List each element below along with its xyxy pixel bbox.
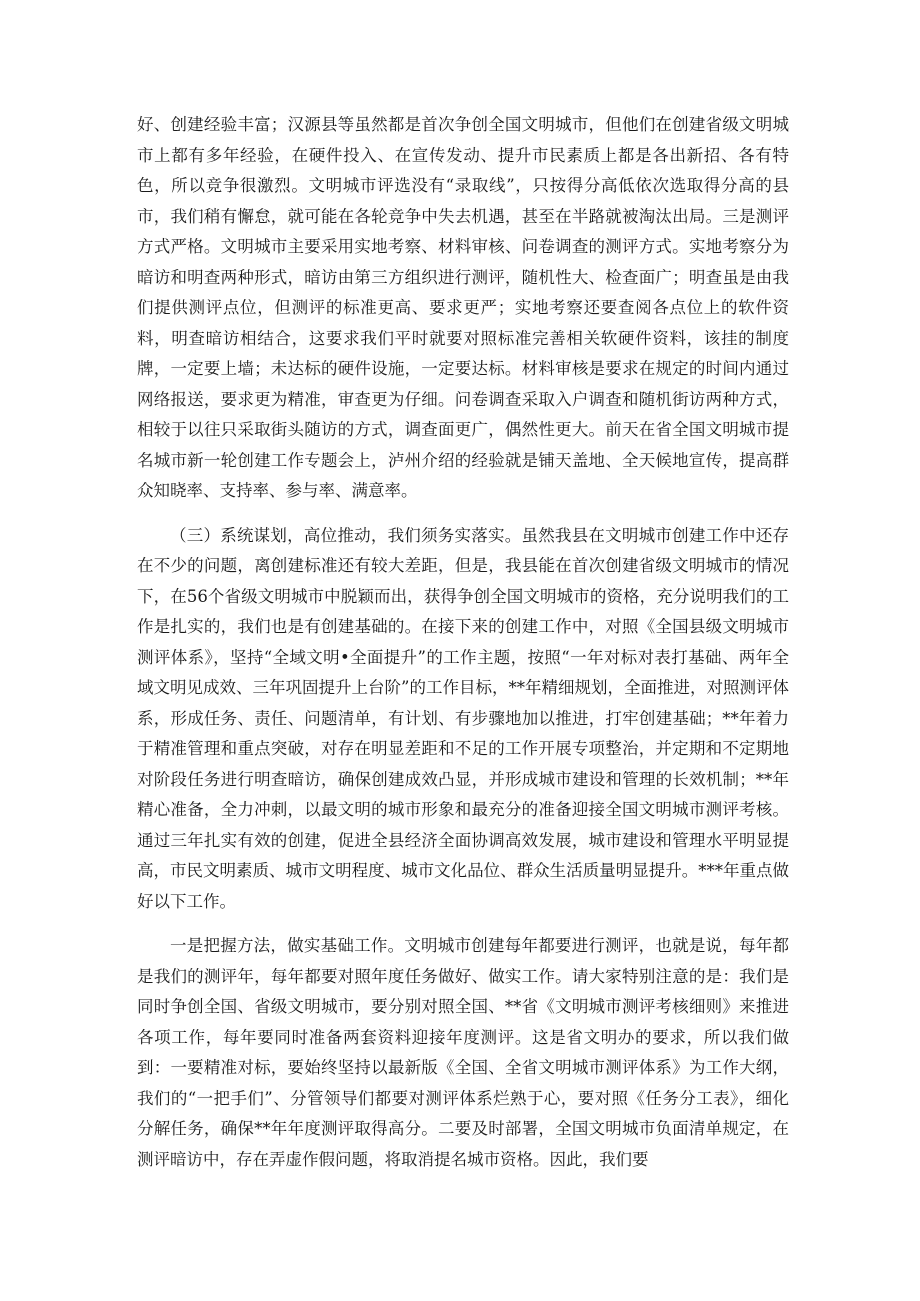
paragraph-3: 一是把握方法，做实基础工作。文明城市创建每年都要进行测评，也就是说，每年都是我们的测评年，每年都要对照年度任务做好、做实工作。请大家特别注意的是：我们是同时争创全国、省级文明城市，要分别对照全国、**省《文明城市测评考核细则》来推进各项工作，每年要同时准备两套资料迎接年度测评。这是省文明办的要求，所以我们做到：一要精准对标，要始终坚持以最新版《全国、全省文明城市测评体系》为工作大纲，我们的“一把手们”、分管领导们都要对测评体系烂熟于心，要对照《任务分工表》，细化分解任务，确保**年年度测评取得高分。二要及时部署，全国文明城市负面清单规定，在测评暗访中，存在弄虚作假问题，将取消提名城市资格。因此，我们要 — [137, 936, 789, 1169]
paragraph-2: （三）系统谋划，高位推动，我们须务实落实。虽然我县在文明城市创建工作中还存在不少的问题，离创建标准还有较大差距，但是，我县能在首次创建省级文明城市的情况下，在56个省级文明城市中脱颖而出，获得争创全国文明城市的资格，充分说明我们的工作是扎实的，我们也是有创建基础的。在接下来的创建工作中，对照《全国县级文明城市测评体系》，坚持“全域文明•全面提升”的工作主题，按照“一年对标对表打基础、两年全域文明见成效、三年巩固提升上台阶”的工作目标，**年精细规划，全面推进，对照测评体系，形成任务、责任、问题清单，有计划、有步骤地加以推进，打牢创建基础；**年着力于精准管理和重点突破，对存在明显差距和不足的工作开展专项整治，并定期和不定期地对阶段任务进行明查暗访，确保创建成效凸显，并形成城市建设和管理的长效机制；**年精心准备，全力冲刺，以最文明的城市形象和最充分的准备迎接全国文明城市测评考核。通过三年扎实有效的创建，促进全县经济全面协调高效发展，城市建设和管理水平明显提高，市民文明素质、城市文明程度、城市文化品位、群众生活质量明显提升。***年重点做好以下工作。 — [137, 525, 789, 911]
document-body — [137, 110, 789, 1189]
paragraph-1: 好、创建经验丰富；汉源县等虽然都是首次争创全国文明城市，但他们在创建省级文明城市上都有多年经验，在硬件投入、在宣传发动、提升市民素质上都是各出新招、各有特色，所以竞争很激烈。文明城市评选没有“录取线”，只按得分高低依次选取得分高的县市，我们稍有懈怠，就可能在各轮竞争中失去机遇，甚至在半路就被淘汰出局。三是测评方式严格。文明城市主要采用实地考察、材料审核、问卷调查的测评方式。实地考察分为暗访和明查两种形式，暗访由第三方组织进行测评，随机性大、检查面广；明查虽是由我们提供测评点位，但测评的标准更高、要求更严；实地考察还要查阅各点位上的软件资料，明查暗访相结合，这要求我们平时就要对照标准完善相关软硬件资料，该挂的制度牌，一定要上墙；未达标的硬件设施，一定要达标。材料审核是要求在规定的时间内通过网络报送，要求更为精准，审查更为仔细。问卷调查采取入户调查和随机街访两种方式，相较于以往只采取街头随访的方式，调查面更广，偶然性更大。前天在省全国文明城市提名城市新一轮创建工作专题会上，泸州介绍的经验就是铺天盖地、全天候地宣传，提高群众知晓率、支持率、参与率、满意率。 — [137, 115, 789, 500]
